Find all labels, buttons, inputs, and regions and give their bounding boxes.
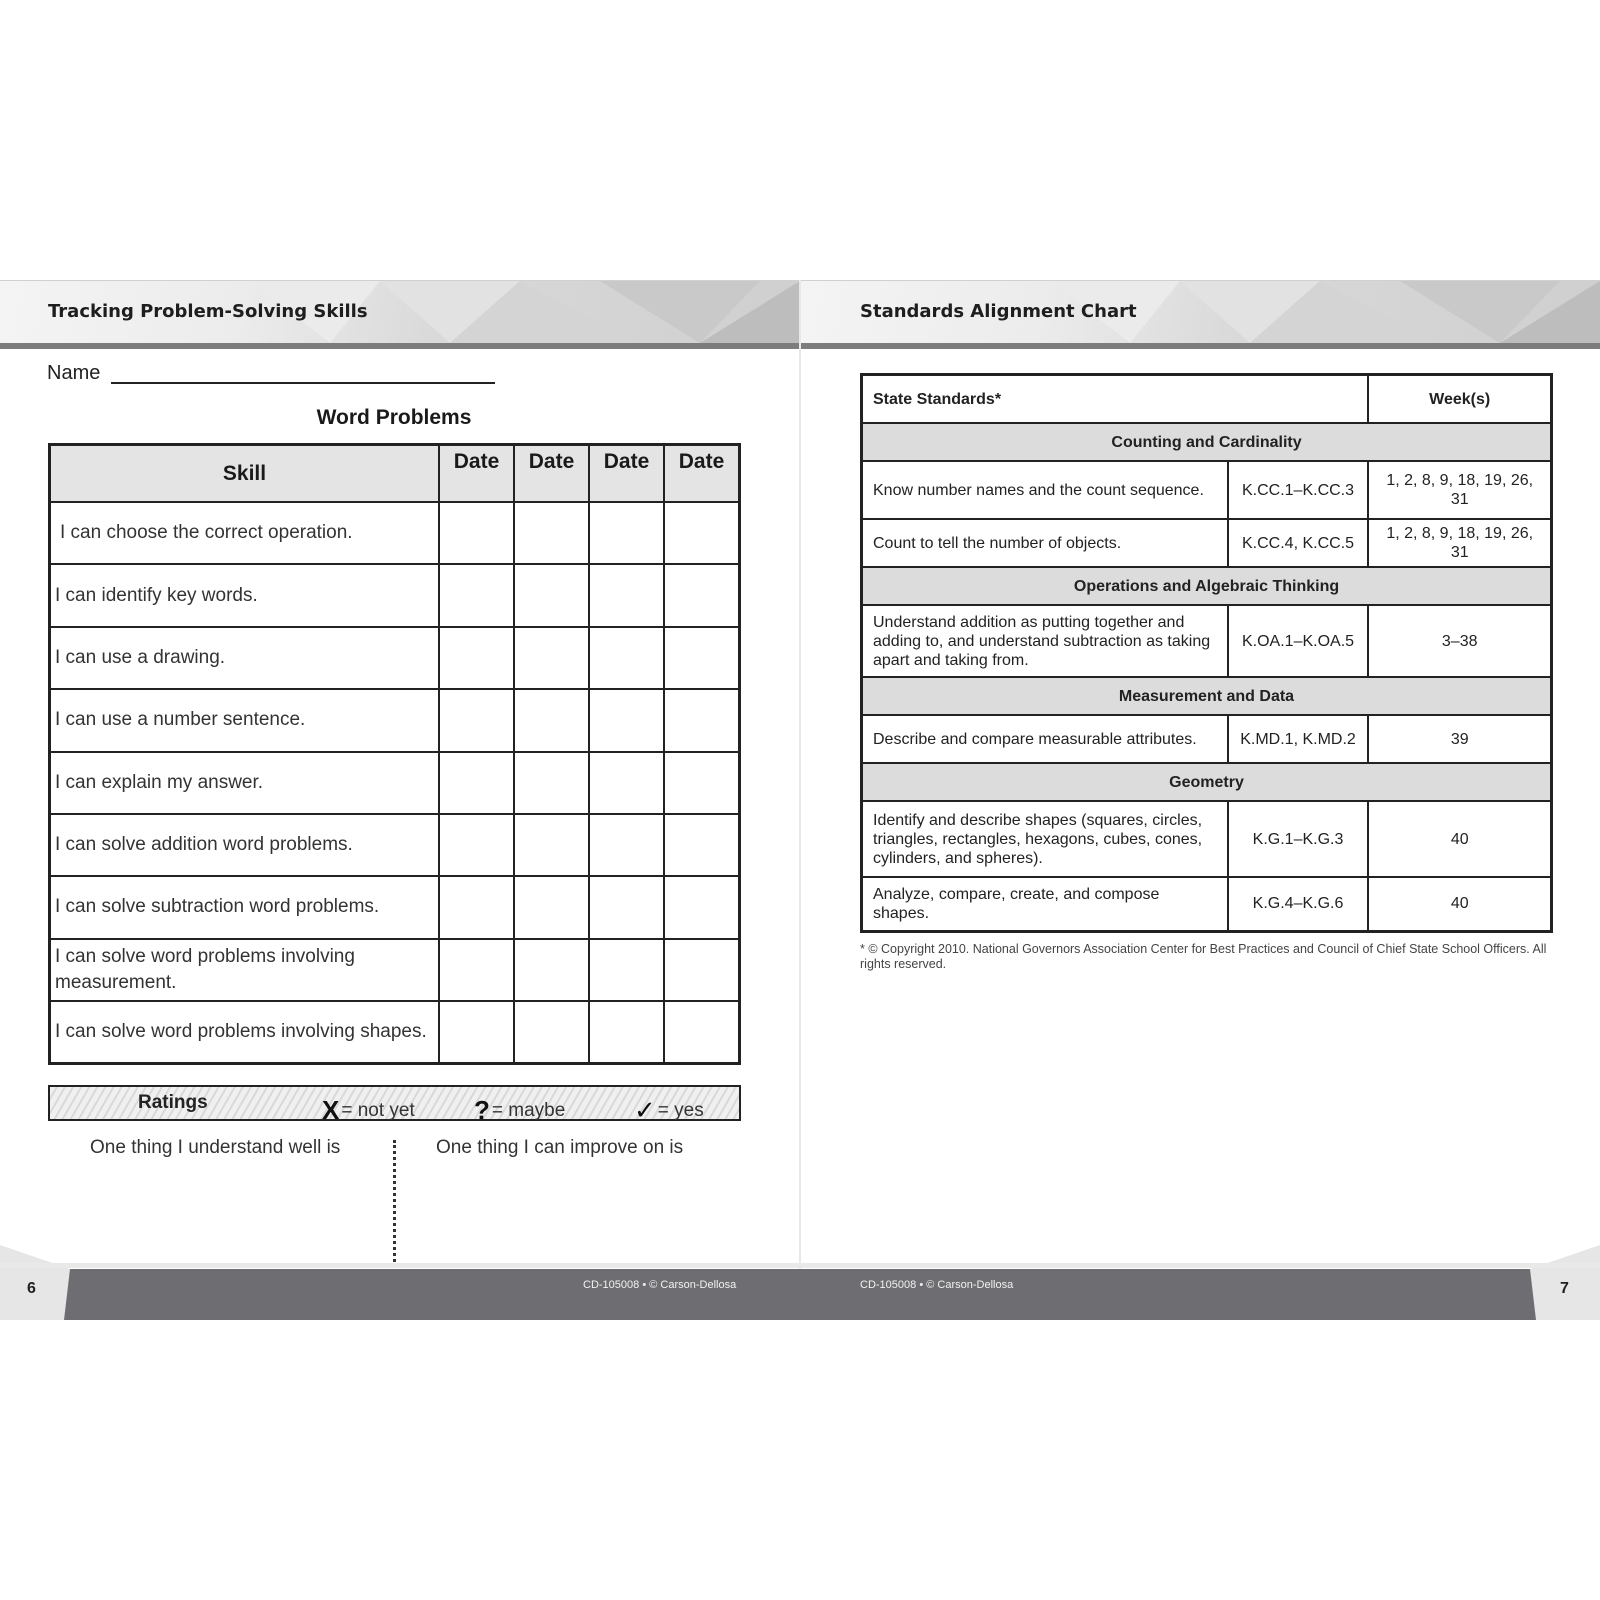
standard-description: Know number names and the count sequence. bbox=[862, 461, 1228, 519]
date-column-header: Date bbox=[439, 445, 514, 503]
section-title: Measurement and Data bbox=[862, 677, 1552, 715]
standard-code: K.OA.1–K.OA.5 bbox=[1228, 605, 1369, 677]
rating-text: = yes bbox=[657, 1100, 704, 1121]
date-cell[interactable] bbox=[589, 502, 664, 564]
standard-weeks: 39 bbox=[1368, 715, 1551, 763]
date-cell[interactable] bbox=[439, 876, 514, 938]
date-cell[interactable] bbox=[589, 627, 664, 689]
date-cell[interactable] bbox=[664, 939, 740, 1001]
date-cell[interactable] bbox=[664, 564, 740, 626]
section-row bbox=[862, 677, 1552, 715]
table-row bbox=[50, 564, 740, 626]
date-cell[interactable] bbox=[439, 689, 514, 751]
date-column-header: Date bbox=[664, 445, 740, 503]
standard-code: K.MD.1, K.MD.2 bbox=[1228, 715, 1369, 763]
question-mark-icon: ? bbox=[474, 1095, 490, 1125]
standard-weeks: 40 bbox=[1368, 801, 1551, 877]
date-cell[interactable] bbox=[439, 814, 514, 876]
date-cell[interactable] bbox=[514, 627, 589, 689]
state-standards-header: State Standards* bbox=[862, 375, 1369, 424]
date-cell[interactable] bbox=[664, 689, 740, 751]
skill-cell: I can solve addition word problems. bbox=[50, 814, 440, 876]
section-row bbox=[862, 423, 1552, 461]
footer-band-shape bbox=[0, 1245, 1600, 1320]
table-row bbox=[862, 877, 1552, 931]
page-footer bbox=[0, 1245, 1600, 1320]
skill-column-header: Skill bbox=[50, 445, 440, 503]
rating-text: = maybe bbox=[491, 1100, 566, 1121]
standard-description: Count to tell the number of objects. bbox=[862, 519, 1228, 567]
skill-cell: I can solve word problems involving measurement. bbox=[50, 939, 440, 1001]
standards-alignment-table bbox=[860, 373, 1553, 933]
skill-cell: I can use a drawing. bbox=[50, 627, 440, 689]
skill-cell: I can choose the correct operation. bbox=[50, 502, 440, 564]
standard-description: Understand addition as putting together and adding to, and understand subtraction as taking apart and taking from. bbox=[862, 605, 1228, 677]
date-cell[interactable] bbox=[514, 814, 589, 876]
rating-text: = not yet bbox=[341, 1100, 415, 1121]
table-header-row bbox=[862, 375, 1552, 424]
table-row bbox=[50, 627, 740, 689]
standard-code: K.CC.1–K.CC.3 bbox=[1228, 461, 1369, 519]
date-cell[interactable] bbox=[664, 1001, 740, 1064]
name-write-line[interactable] bbox=[111, 382, 495, 384]
improve-on-prompt: One thing I can improve on is bbox=[436, 1137, 684, 1158]
date-column-header: Date bbox=[514, 445, 589, 503]
date-cell[interactable] bbox=[439, 939, 514, 1001]
book-spine bbox=[799, 280, 801, 1320]
table-row bbox=[50, 502, 740, 564]
date-cell[interactable] bbox=[514, 1001, 589, 1064]
section-row bbox=[862, 763, 1552, 801]
skill-cell: I can use a number sentence. bbox=[50, 689, 440, 751]
rating-maybe bbox=[474, 1092, 565, 1123]
section-row bbox=[862, 567, 1552, 605]
understand-well-prompt: One thing I understand well is bbox=[90, 1137, 341, 1158]
standard-code: K.CC.4, K.CC.5 bbox=[1228, 519, 1369, 567]
check-mark-icon: ✓ bbox=[634, 1095, 656, 1125]
date-cell[interactable] bbox=[439, 502, 514, 564]
date-cell[interactable] bbox=[664, 502, 740, 564]
name-label: Name bbox=[47, 362, 101, 384]
date-cell[interactable] bbox=[664, 814, 740, 876]
section-title: Counting and Cardinality bbox=[862, 423, 1552, 461]
date-cell[interactable] bbox=[589, 1001, 664, 1064]
standard-weeks: 1, 2, 8, 9, 18, 19, 26, 31 bbox=[1368, 519, 1551, 567]
x-mark-icon: X bbox=[322, 1095, 340, 1125]
ratings-key-bar bbox=[48, 1085, 741, 1125]
date-cell[interactable] bbox=[589, 564, 664, 626]
date-cell[interactable] bbox=[439, 752, 514, 814]
standard-description: Identify and describe shapes (squares, circles, triangles, rectangles, hexagons, cubes, cones, cylinders, and spheres). bbox=[862, 801, 1228, 877]
standard-code: K.G.1–K.G.3 bbox=[1228, 801, 1369, 877]
left-page-title: Tracking Problem-Solving Skills bbox=[48, 301, 368, 322]
section-title: Geometry bbox=[862, 763, 1552, 801]
date-cell[interactable] bbox=[439, 1001, 514, 1064]
table-row bbox=[50, 939, 740, 1001]
table-row bbox=[862, 715, 1552, 763]
date-cell[interactable] bbox=[589, 814, 664, 876]
date-cell[interactable] bbox=[589, 939, 664, 1001]
table-row bbox=[862, 801, 1552, 877]
skill-cell: I can solve word problems involving shapes. bbox=[50, 1001, 440, 1064]
table-row bbox=[50, 814, 740, 876]
date-cell[interactable] bbox=[589, 752, 664, 814]
copyright-footnote: * © Copyright 2010. National Governors Association Center for Best Practices and Council of Chief State School Officers. All rights reserved. bbox=[860, 942, 1547, 971]
date-cell[interactable] bbox=[514, 752, 589, 814]
table-row bbox=[862, 519, 1552, 567]
dotted-divider bbox=[393, 1140, 396, 1262]
right-footer-credit: CD-105008 • © Carson-Dellosa bbox=[860, 1279, 1014, 1291]
left-page-number: 6 bbox=[27, 1280, 36, 1297]
standard-description: Analyze, compare, create, and compose shapes. bbox=[862, 877, 1228, 931]
standard-weeks: 3–38 bbox=[1368, 605, 1551, 677]
standard-weeks: 40 bbox=[1368, 877, 1551, 931]
date-cell[interactable] bbox=[514, 876, 589, 938]
left-header-band bbox=[0, 280, 800, 349]
date-cell[interactable] bbox=[589, 689, 664, 751]
date-cell[interactable] bbox=[589, 876, 664, 938]
rating-not-yet bbox=[322, 1092, 415, 1123]
weeks-header: Week(s) bbox=[1368, 375, 1551, 424]
table-row bbox=[50, 752, 740, 814]
skill-cell: I can solve subtraction word problems. bbox=[50, 876, 440, 938]
table-row bbox=[862, 605, 1552, 677]
date-cell[interactable] bbox=[664, 752, 740, 814]
ratings-label: Ratings bbox=[138, 1092, 208, 1113]
table-row bbox=[50, 1001, 740, 1064]
section-title: Operations and Algebraic Thinking bbox=[862, 567, 1552, 605]
standard-code: K.G.4–K.G.6 bbox=[1228, 877, 1369, 931]
date-cell[interactable] bbox=[514, 939, 589, 1001]
date-cell[interactable] bbox=[514, 564, 589, 626]
table-row bbox=[50, 876, 740, 938]
table-row bbox=[862, 461, 1552, 519]
right-header-band bbox=[800, 280, 1600, 349]
skill-cell: I can explain my answer. bbox=[50, 752, 440, 814]
right-page-title: Standards Alignment Chart bbox=[860, 301, 1137, 322]
rating-yes bbox=[634, 1092, 704, 1123]
section-title: Word Problems bbox=[316, 406, 472, 429]
date-cell[interactable] bbox=[664, 876, 740, 938]
table-row bbox=[50, 689, 740, 751]
table-header-row bbox=[50, 445, 740, 503]
date-cell[interactable] bbox=[439, 627, 514, 689]
date-cell[interactable] bbox=[514, 689, 589, 751]
skill-cell: I can identify key words. bbox=[50, 564, 440, 626]
skills-tracking-table bbox=[48, 443, 741, 1065]
standard-weeks: 1, 2, 8, 9, 18, 19, 26, 31 bbox=[1368, 461, 1551, 519]
standard-description: Describe and compare measurable attributes. bbox=[862, 715, 1228, 763]
date-cell[interactable] bbox=[664, 627, 740, 689]
left-footer-credit: CD-105008 • © Carson-Dellosa bbox=[583, 1279, 737, 1291]
date-column-header: Date bbox=[589, 445, 664, 503]
date-cell[interactable] bbox=[439, 564, 514, 626]
date-cell[interactable] bbox=[514, 502, 589, 564]
right-page-number: 7 bbox=[1560, 1280, 1569, 1297]
